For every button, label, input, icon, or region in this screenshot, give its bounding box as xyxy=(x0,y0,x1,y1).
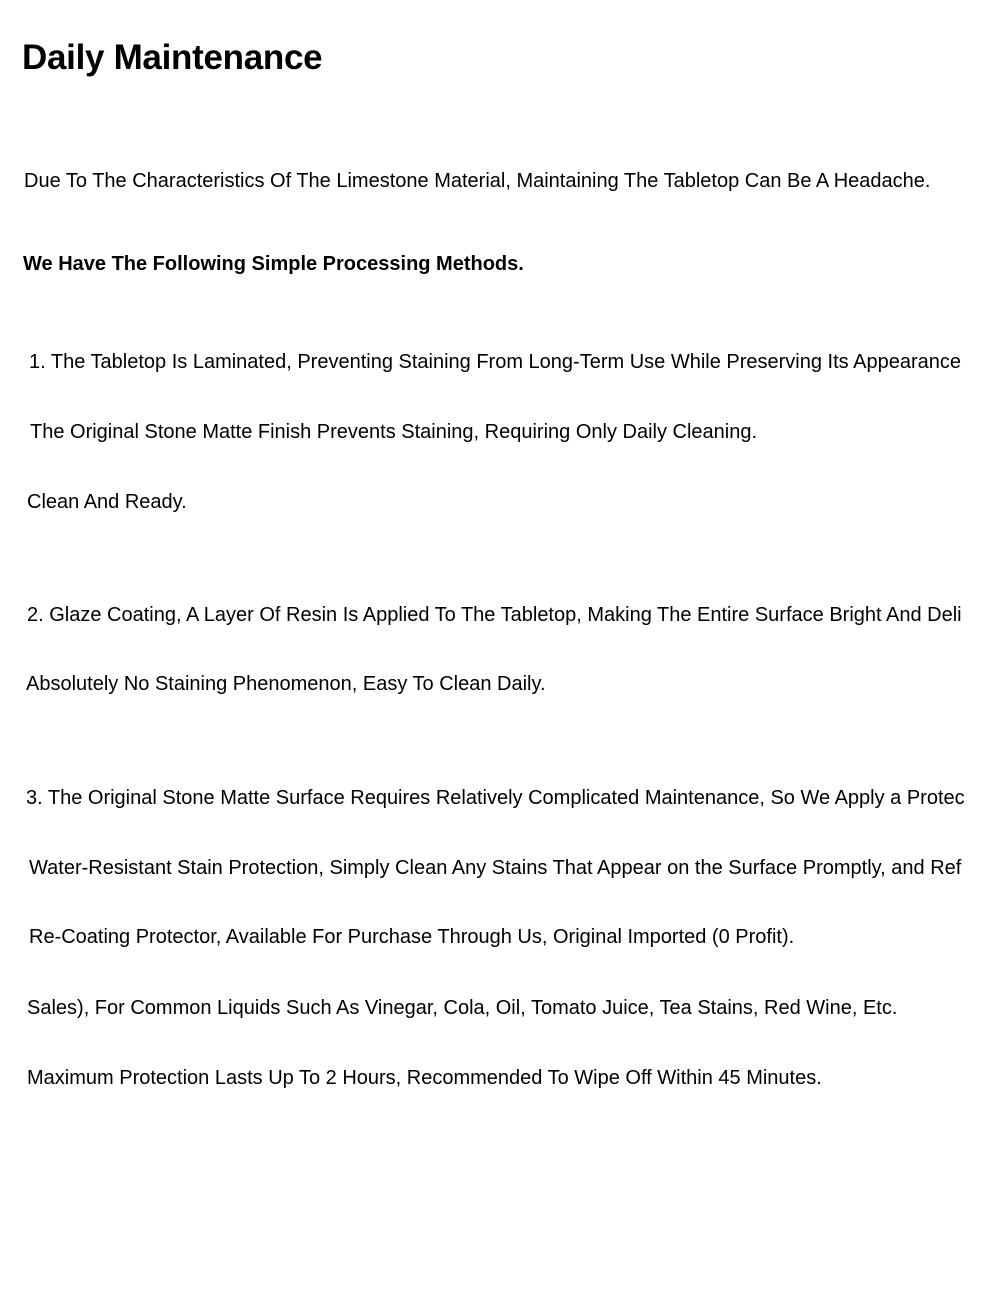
method-1-line-1: 1. The Tabletop Is Laminated, Preventing Staining From Long-Term Use While Preserving Its Appearance xyxy=(29,351,961,373)
method-3-line-4: Sales), For Common Liquids Such As Vinegar, Cola, Oil, Tomato Juice, Tea Stains, Red Wine, Etc. xyxy=(27,997,898,1019)
intro-text: Due To The Characteristics Of The Limestone Material, Maintaining The Tabletop Can Be A Headache. xyxy=(24,170,931,192)
method-3-line-3: Re-Coating Protector, Available For Purchase Through Us, Original Imported (0 Profit). xyxy=(29,926,795,948)
method-2-line-1: 2. Glaze Coating, A Layer Of Resin Is Applied To The Tabletop, Making The Entire Surface Bright And Deli xyxy=(27,604,962,626)
methods-subheading: We Have The Following Simple Processing Methods. xyxy=(23,253,524,275)
method-2-line-2: Absolutely No Staining Phenomenon, Easy To Clean Daily. xyxy=(26,673,546,695)
method-1-line-3: Clean And Ready. xyxy=(27,491,187,513)
method-1-line-2: The Original Stone Matte Finish Prevents Staining, Requiring Only Daily Cleaning. xyxy=(30,421,758,443)
method-3-line-2: Water-Resistant Stain Protection, Simply Clean Any Stains That Appear on the Surface Promptly, and Ref xyxy=(29,857,962,879)
method-3-line-1: 3. The Original Stone Matte Surface Requires Relatively Complicated Maintenance, So We Apply a Protec xyxy=(26,787,965,809)
page-title: Daily Maintenance xyxy=(22,38,323,77)
method-3-line-5: Maximum Protection Lasts Up To 2 Hours, Recommended To Wipe Off Within 45 Minutes. xyxy=(27,1067,822,1089)
